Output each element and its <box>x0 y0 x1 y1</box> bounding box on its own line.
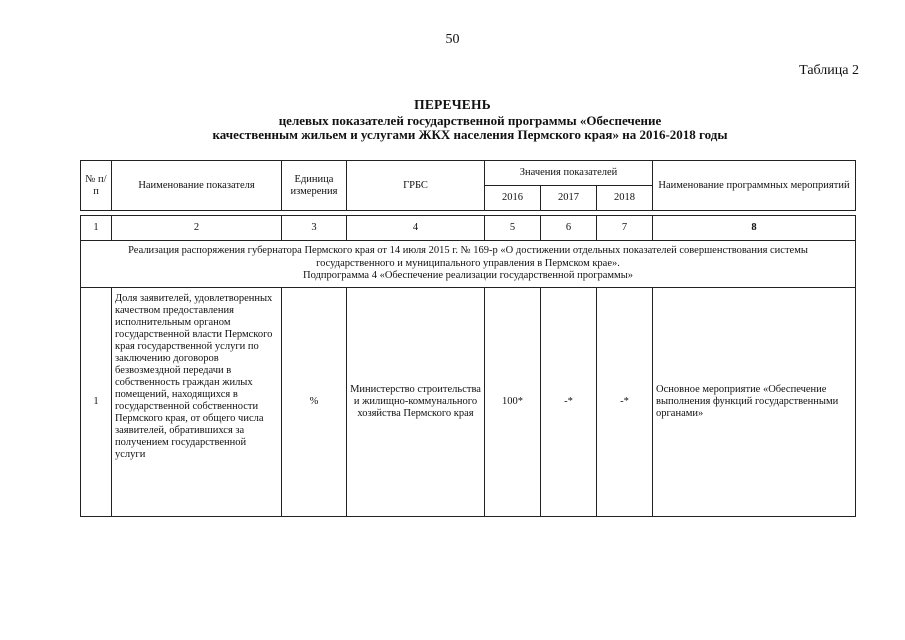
program-measure: Основное мероприятие «Обеспечение выполнения функций государственными органами» <box>653 288 856 517</box>
column-number: 2 <box>112 216 282 241</box>
header-measures: Наименование программных мероприятий <box>653 161 856 211</box>
header-year-2017: 2017 <box>541 186 597 211</box>
column-number: 6 <box>541 216 597 241</box>
section-line-1: Реализация распоряжения губернатора Пермского края от 14 июля 2015 г. № 169-р «О достижении отдельных показателей совершенствования системы <box>128 245 808 257</box>
subtitle-line-2: качественным жильем и услугами ЖКХ населения Пермского края» на 2016-2018 годы <box>212 127 728 142</box>
section-line-2: государственного и муниципального управления в Пермском крае». <box>316 257 620 269</box>
column-number: 5 <box>485 216 541 241</box>
header-grbs: ГРБС <box>347 161 485 211</box>
header-values-group: Значения показателей <box>485 161 653 186</box>
indicators-table <box>80 160 856 517</box>
header-row-1 <box>81 161 856 186</box>
header-year-2018: 2018 <box>597 186 653 211</box>
document-subtitle <box>150 114 790 142</box>
indicator-name: Доля заявителей, удовлетворенных качеством предоставления исполнительным органом государственной власти Пермского края государственной услуги по заключению договоров безвозмездной передачи в собственность граждан жилых помещений, находящихся в государственной собственности Пермского края, от общего числа заявителей, обратившихся за получением государственной услуги <box>112 288 282 517</box>
section-line-3: Подпрограмма 4 «Обеспечение реализации государственной программы» <box>302 270 634 282</box>
table-label: Таблица 2 <box>799 63 859 78</box>
value-2018: -* <box>597 288 653 517</box>
indicator-grbs: Министерство строительства и жилищно-коммунального хозяйства Пермского края <box>347 288 485 517</box>
header-indicator-name: Наименование показателя <box>112 161 282 211</box>
section-row <box>81 241 856 288</box>
page-number: 50 <box>445 32 460 47</box>
column-number: 3 <box>282 216 347 241</box>
row-num: 1 <box>81 288 112 517</box>
document-title: ПЕРЕЧЕНЬ <box>414 97 491 112</box>
indicator-unit: % <box>282 288 347 517</box>
column-numbers-row <box>81 216 856 241</box>
value-2017: -* <box>541 288 597 517</box>
value-2016: 100* <box>485 288 541 517</box>
header-year-2016: 2016 <box>485 186 541 211</box>
column-number: 1 <box>81 216 112 241</box>
header-unit: Единица измерения <box>282 161 347 211</box>
subtitle-line-1: целевых показателей государственной программы «Обеспечение <box>278 113 662 128</box>
section-heading <box>81 241 856 288</box>
column-number: 4 <box>347 216 485 241</box>
header-num: № п/п <box>81 161 112 211</box>
column-number: 8 <box>653 216 856 241</box>
table-row <box>81 288 856 517</box>
column-number: 7 <box>597 216 653 241</box>
